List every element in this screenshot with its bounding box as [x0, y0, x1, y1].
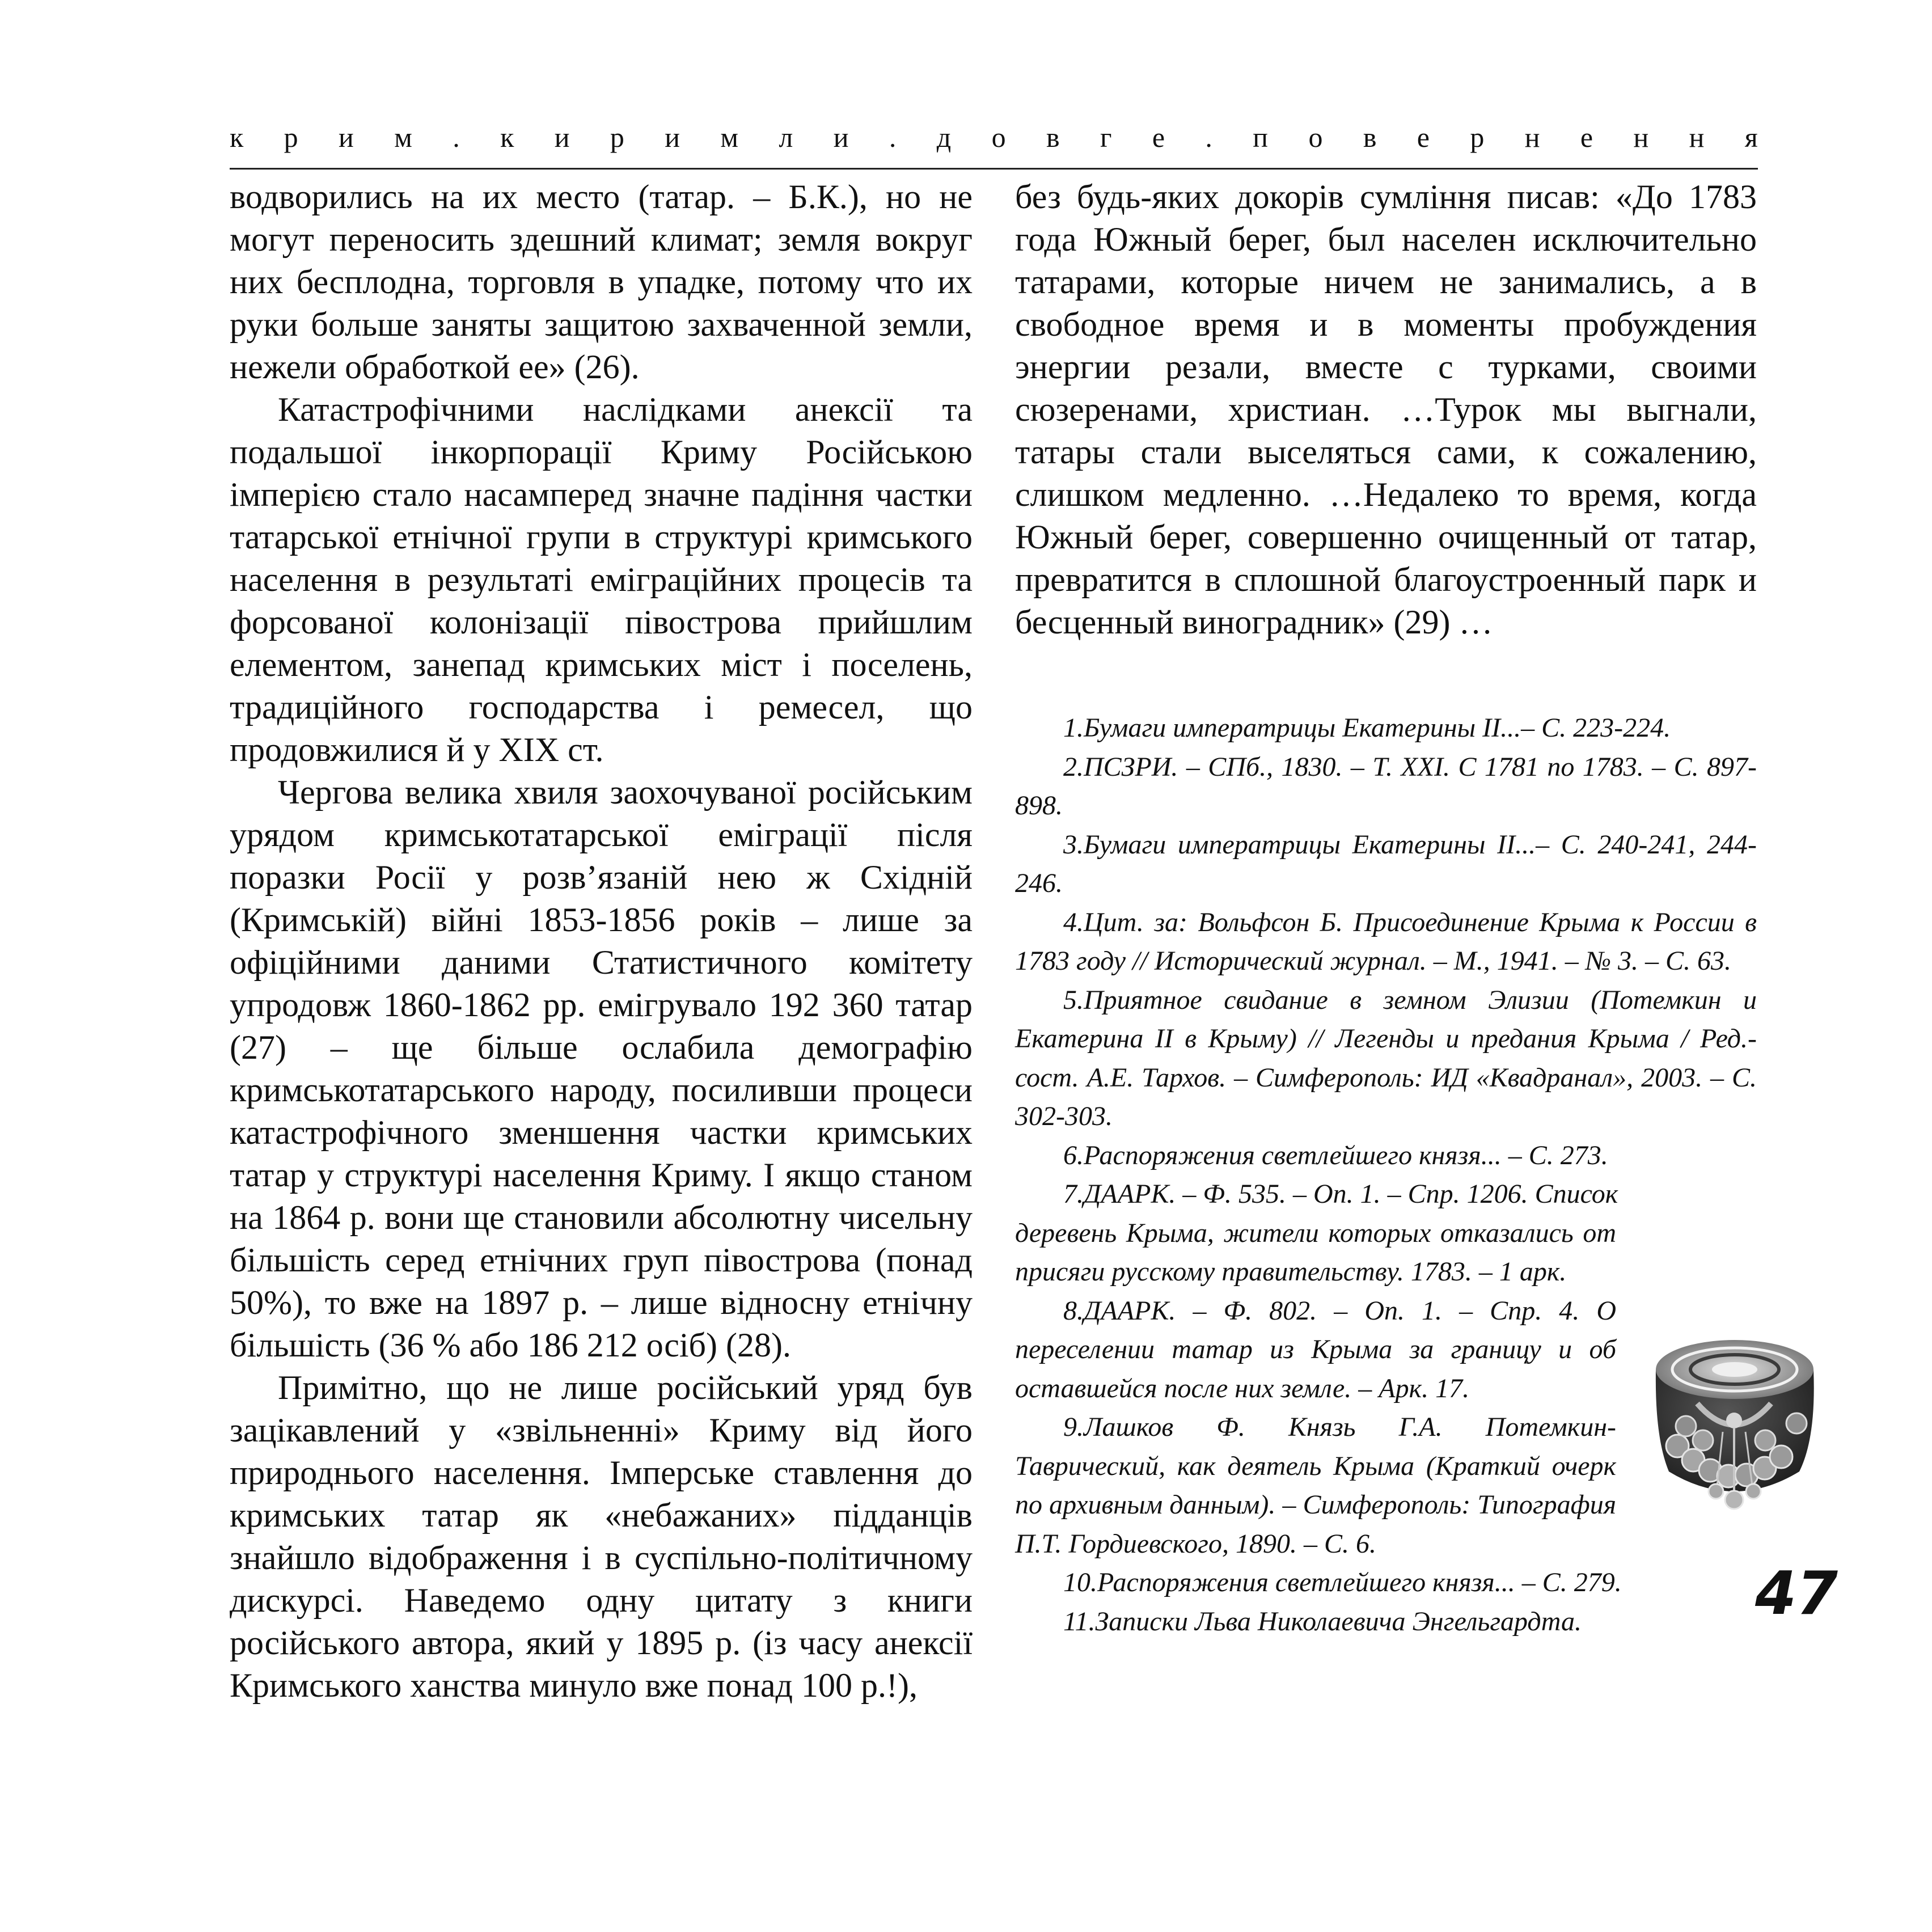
running-head-letter: р [284, 121, 298, 153]
endnote: 7.ДААРК. – Ф. 535. – Оп. 1. – Спр. 1206. Список [1063, 1179, 1618, 1209]
coin-decorated-fez-icon [1643, 1324, 1825, 1540]
body-paragraph: Чергова велика хвиля заохочуваної російським урядом кримськотатарської еміграції після поразки Росії у розв’язаній нею ж Східній (Кримській) війні 1853-1856 років – лише за офіційними даними Статистичного комітету упродовж 1860-1862 рр. емігрувало 192 360 татар (27) – ще більше ослабила демографію кримськотатарського народу, посиливши процеси катастрофічного зменшення частки кримських татар у структурі населення Криму. І якщо станом на 1864 р. вони ще становили абсолютну чисельну більшість серед етнічних груп півострова (понад 50%), то вже на 1897 р. – лише відносну етнічну більшість (36 % або 186 212 осіб) (28). [230, 773, 973, 1364]
body-paragraph: водворились на их место (татар. – Б.К.), но не могут переносить здешний климат; земля вокруг них бесплодна, торговля в упадке, потому что их руки больше заняты защитою захваченной земли, нежели обработкой ее» (26). [230, 178, 973, 386]
running-head-letter: и [339, 121, 354, 153]
running-head-letter: п [1253, 121, 1269, 153]
running-head-letter: л [779, 121, 793, 153]
page-number: 47 [1755, 1559, 1838, 1628]
endnote-continuation: деревень Крыма, жители которых отказались от присяги русскому правительству. 1783. – 1 арк. [1015, 1217, 1616, 1287]
running-head-letter: р [610, 121, 624, 153]
running-head-letter: . [453, 121, 460, 153]
quote-paragraph: без будь-яких докорів сумління писав: «До 1783 года Южный берег, был населен исключительно татарами, которые ничем не занимались, а в свободное время и в моменты пробуждения энергии резали, вместе с турками, своими сюзеренами, христиан. …Турок мы выгнали, татары стали выселяться сами, к сожалению, слишком медленно. …Недалеко то время, когда Южный берег, совершенно очищенный от татар, превратится в сплошной благоустроенный парк и бесценный виноградник» (29) … [1015, 178, 1757, 641]
running-head-letter: н [1524, 121, 1540, 153]
running-head-letter: и [665, 121, 680, 153]
endnote: 3.Бумаги императрицы Екатерины II...– С. 240-241, 244-246. [1015, 829, 1757, 898]
running-head-letter: о [1308, 121, 1323, 153]
running-head-letter: и [833, 121, 849, 153]
running-head-letter: в [1046, 121, 1060, 153]
endnote: 9.Лашков Ф. Князь Г.А. Потемкин-Таврический, как деятель Крыма (Краткий очерк по архивным данным). – Симферополь: Типография П.Т. Гордиевского, 1890. – С. 6. [1015, 1412, 1616, 1559]
running-head-letter: о [991, 121, 1006, 153]
running-head-letter: г [1100, 121, 1112, 153]
left-column [230, 176, 973, 1707]
running-head-letter: . [1205, 121, 1212, 153]
running-head-letter: е [1417, 121, 1430, 153]
endnote: 6.Распоряжения светлейшего князя... – С. 273. [1063, 1140, 1608, 1170]
running-head-letter: р [1470, 121, 1485, 153]
running-head-letter: н [1633, 121, 1649, 153]
endnote: 4.Цит. за: Вольфсон Б. Присоединение Крыма к России в 1783 году // Исторический журнал. – М., 1941. – № 3. – С. 63. [1015, 907, 1757, 976]
running-head [230, 120, 1758, 154]
running-head-letter: е [1152, 121, 1165, 153]
running-head-letter: к [500, 121, 514, 153]
running-head-letter: е [1580, 121, 1593, 153]
endnote: 1.Бумаги императрицы Екатерины II...– С. 223-224. [1063, 713, 1671, 743]
running-head-letter: в [1363, 121, 1377, 153]
endnote: 2.ПСЗРИ. – СПб., 1830. – Т. XXI. С 1781 по 1783. – С. 897-898. [1015, 751, 1757, 821]
running-head-letter: м [394, 121, 412, 153]
running-head-letter: н [1689, 121, 1705, 153]
running-head-letter: . [889, 121, 897, 153]
header-rule [230, 168, 1758, 170]
running-head-letter: д [936, 121, 952, 153]
running-head-letter: и [554, 121, 570, 153]
endnote: 10.Распоряжения светлейшего князя... – С. 279. [1063, 1567, 1622, 1597]
running-head-letter: м [720, 121, 739, 153]
endnote: 5.Приятное свидание в земном Элизии (Потемкин и Екатерина II в Крыму) // Легенды и предания Крыма / Ред.-сост. А.Е. Тархов. – Симферополь: ИД «Квадранал», 2003. – С. 302-303. [1015, 984, 1757, 1131]
body-paragraph: Катастрофічними наслідками анексії та подальшої інкорпорації Криму Російською імперією стало насамперед значне падіння частки татарської етнічної групи в структурі кримського населення в результаті еміграційних процесів та форсованої колонізації півострова прийшлим елементом, занепад кримських міст і поселень, традиційного господарства і ремесел, що продовжилися й у XIX ст. [230, 391, 973, 768]
endnote: 11.Записки Льва Николаевича Энгельгардта. [1063, 1606, 1582, 1637]
running-head-letter: я [1744, 121, 1758, 153]
running-head-letter: к [230, 121, 244, 153]
body-paragraph: Примітно, що не лише російський уряд був зацікавлений у «звільненні» Криму від його природнього населення. Імперське ставлення до кримських татар як «небажаних» підданців знайшло відображення і в суспільно-політичному дискурсі. Наведемо одну цитату з книги російського автора, який у 1895 р. (із часу анексії Кримського ханства минуло вже понад 100 р.!), [230, 1369, 973, 1704]
endnote: 8.ДААРК. – Ф. 802. – Оп. 1. – Спр. 4. О переселении татар из Крыма за границу и об оставшейся после них земле. – Арк. 17. [1015, 1295, 1616, 1403]
